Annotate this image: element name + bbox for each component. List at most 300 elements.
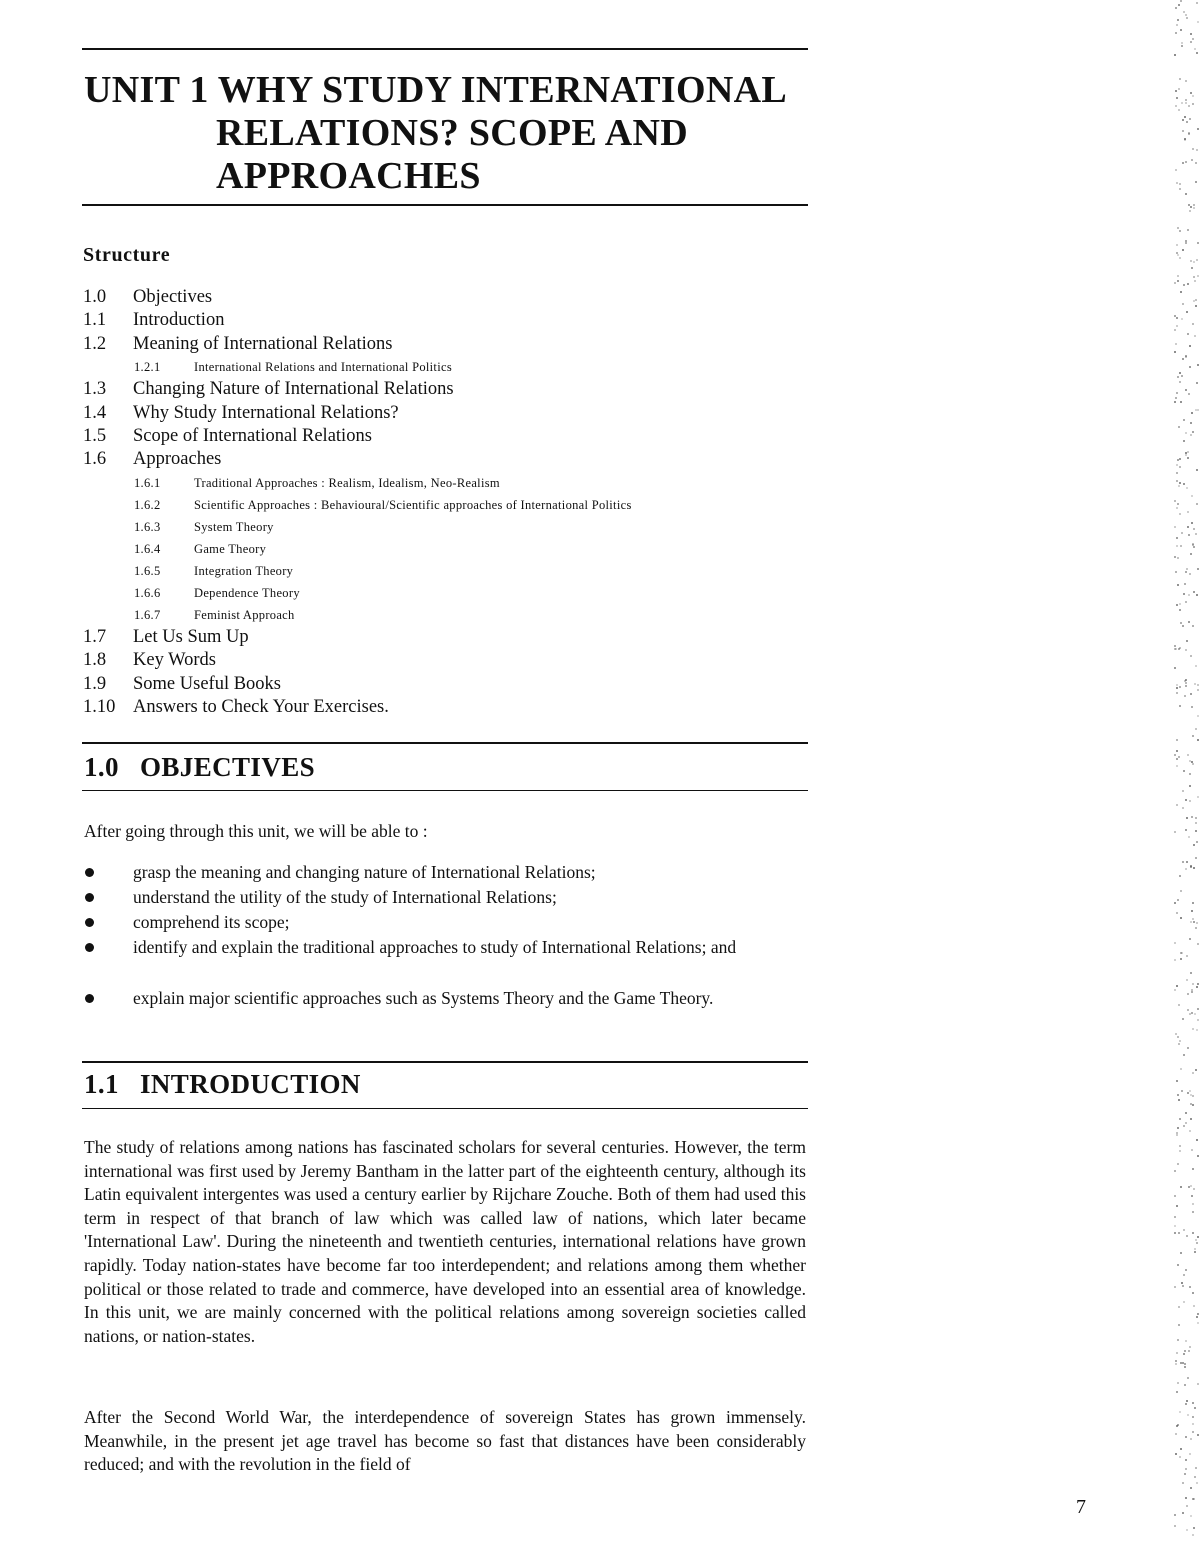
scan-speck xyxy=(1195,728,1197,730)
scan-speck xyxy=(1192,103,1194,105)
bullet-icon xyxy=(85,994,94,1003)
scan-speck xyxy=(1189,1090,1191,1092)
introduction-bottom-rule xyxy=(82,1108,808,1109)
scan-speck xyxy=(1195,927,1197,929)
scan-speck xyxy=(1188,621,1190,623)
toc-item-label: Let Us Sum Up xyxy=(133,626,249,647)
scan-speck xyxy=(1174,1514,1176,1516)
scan-speck xyxy=(1175,90,1177,92)
scan-speck xyxy=(1184,583,1186,585)
scan-speck xyxy=(1175,1363,1177,1365)
title-bottom-rule xyxy=(82,204,808,206)
scan-speck xyxy=(1181,45,1183,47)
scan-speck xyxy=(1183,770,1185,772)
scan-speck xyxy=(1196,149,1198,151)
scan-speck xyxy=(1197,1019,1199,1021)
scan-speck xyxy=(1183,1229,1185,1231)
scan-speck xyxy=(1180,622,1182,624)
scan-speck xyxy=(1190,553,1192,555)
scan-speck xyxy=(1175,1033,1177,1035)
scan-speck xyxy=(1196,1482,1198,1484)
scan-speck xyxy=(1185,571,1187,573)
scan-speck xyxy=(1180,890,1182,892)
toc-item-label: Why Study International Relations? xyxy=(133,402,399,423)
scan-speck xyxy=(1192,918,1194,920)
scan-speck xyxy=(1174,648,1176,650)
scan-speck xyxy=(1197,1155,1199,1157)
scan-speck xyxy=(1185,389,1187,391)
scan-speck xyxy=(1178,4,1180,6)
scan-speck xyxy=(1175,169,1177,171)
scan-speck xyxy=(1182,358,1184,360)
scan-speck xyxy=(1179,609,1181,611)
scan-speck xyxy=(1183,593,1185,595)
scan-speck xyxy=(1197,1383,1199,1385)
scan-speck xyxy=(1190,866,1192,868)
scan-speck xyxy=(1179,1145,1181,1147)
scan-speck xyxy=(1176,1352,1178,1354)
toc-item-label: Key Words xyxy=(133,650,216,671)
scan-speck xyxy=(1174,1195,1176,1197)
scan-speck xyxy=(1192,735,1194,737)
toc-item xyxy=(83,650,216,671)
scan-speck xyxy=(1197,796,1199,798)
objectives-intro: After going through this unit, we will be able to : xyxy=(84,821,428,841)
scan-speck xyxy=(1185,1340,1187,1342)
objectives-heading xyxy=(84,752,315,783)
scan-speck xyxy=(1196,1242,1198,1244)
scan-speck xyxy=(1176,1205,1178,1207)
scan-speck xyxy=(1181,42,1183,44)
scan-speck xyxy=(1185,454,1187,456)
scan-speck xyxy=(1190,693,1192,695)
introduction-number: 1.1 xyxy=(84,1069,119,1099)
toc-item-number: 1.10 xyxy=(83,697,116,717)
scan-speck xyxy=(1184,1363,1186,1365)
scan-speck xyxy=(1197,983,1199,985)
scan-speck xyxy=(1189,800,1191,802)
scan-speck xyxy=(1180,0,1182,2)
scan-edge-noise xyxy=(1174,0,1200,1552)
objective-text: grasp the meaning and changing nature of International Relations; xyxy=(133,862,596,882)
scan-speck xyxy=(1192,1292,1194,1294)
scan-speck xyxy=(1182,1512,1184,1514)
scan-speck xyxy=(1195,533,1197,535)
objective-text: explain major scientific approaches such as Systems Theory and the Game Theory. xyxy=(133,988,714,1008)
scan-speck xyxy=(1177,503,1179,505)
scan-speck xyxy=(1182,119,1184,121)
unit-title-line-2: RELATIONS? SCOPE AND xyxy=(216,112,688,154)
scan-speck xyxy=(1177,459,1179,461)
toc-item-number: 1.7 xyxy=(83,626,107,647)
scan-speck xyxy=(1193,546,1195,548)
scan-speck xyxy=(1178,1306,1180,1308)
scan-speck xyxy=(1177,1036,1179,1038)
scan-speck xyxy=(1197,242,1199,244)
scan-speck xyxy=(1177,280,1179,282)
scan-speck xyxy=(1185,1403,1187,1405)
scan-speck xyxy=(1178,88,1180,90)
introduction-paragraph-2: After the Second World War, the interdependence of sovereign States has grown immensely. Meanwhile, in the present jet age travel has become so fast that distances have been considerably reduced; and with the revolution in the field of xyxy=(84,1407,806,1475)
scan-speck xyxy=(1181,102,1183,104)
scan-speck xyxy=(1176,687,1178,689)
scan-speck xyxy=(1183,440,1185,442)
toc-item-label: Meaning of International Relations xyxy=(133,333,393,354)
scan-speck xyxy=(1189,938,1191,940)
scan-speck xyxy=(1177,584,1179,586)
scan-speck xyxy=(1174,401,1176,403)
scan-speck xyxy=(1187,1047,1189,1049)
toc-item-label: Introduction xyxy=(133,310,225,331)
scan-speck xyxy=(1193,1527,1195,1529)
toc-item xyxy=(83,627,249,648)
toc-item-number: 1.6.5 xyxy=(134,563,161,578)
scan-speck xyxy=(1189,118,1191,120)
scan-speck xyxy=(1192,1498,1194,1500)
toc-item-number: 1.6 xyxy=(83,449,107,470)
scan-speck xyxy=(1176,912,1178,914)
list-item xyxy=(84,885,764,910)
toc-item-number: 1.6.4 xyxy=(134,541,161,556)
scan-speck xyxy=(1177,557,1179,559)
scan-speck xyxy=(1192,543,1194,545)
scan-speck xyxy=(1174,989,1176,991)
scan-speck xyxy=(1178,485,1180,487)
scan-speck xyxy=(1185,1269,1187,1271)
scan-speck xyxy=(1185,1459,1187,1461)
scan-speck xyxy=(1176,480,1178,482)
scan-speck xyxy=(1192,1104,1194,1106)
scan-speck xyxy=(1188,1350,1190,1352)
scan-speck xyxy=(1193,528,1195,530)
scan-speck xyxy=(1191,991,1193,993)
scan-speck xyxy=(1185,193,1187,195)
scan-speck xyxy=(1179,458,1181,460)
scan-speck xyxy=(1185,102,1187,104)
scan-speck xyxy=(1197,128,1199,130)
scan-speck xyxy=(1185,161,1187,163)
scan-speck xyxy=(1186,817,1188,819)
scan-speck xyxy=(1190,1103,1192,1105)
scan-speck xyxy=(1193,591,1195,593)
scan-speck xyxy=(1186,121,1188,123)
scan-speck xyxy=(1182,790,1184,792)
scan-speck xyxy=(1179,188,1181,190)
scan-speck xyxy=(1187,457,1189,459)
scan-speck xyxy=(1191,1012,1193,1014)
scan-speck xyxy=(1192,763,1194,765)
unit-title-line-3: APPROACHES xyxy=(216,155,481,197)
scan-speck xyxy=(1197,275,1199,277)
scan-speck xyxy=(1190,434,1192,436)
toc-item-label: Dependence Theory xyxy=(194,585,300,600)
scan-speck xyxy=(1182,861,1184,863)
scan-speck xyxy=(1196,2,1198,4)
toc-item xyxy=(134,586,300,601)
introduction-heading xyxy=(84,1069,361,1100)
scan-speck xyxy=(1187,993,1189,995)
scan-speck xyxy=(1183,1353,1185,1355)
page-number: 7 xyxy=(1076,1496,1086,1518)
scan-speck xyxy=(1187,526,1189,528)
scan-speck xyxy=(1191,989,1193,991)
scan-speck xyxy=(1192,148,1194,150)
scan-speck xyxy=(1192,1423,1194,1425)
scan-speck xyxy=(1174,1525,1176,1527)
scan-speck xyxy=(1184,695,1186,697)
scan-speck xyxy=(1181,532,1183,534)
scan-speck xyxy=(1183,1301,1185,1303)
scan-speck xyxy=(1181,318,1183,320)
scan-speck xyxy=(1190,1118,1192,1120)
toc-item-label: Traditional Approaches : Realism, Idealism, Neo-Realism xyxy=(194,475,500,490)
scan-speck xyxy=(1190,972,1192,974)
scan-speck xyxy=(1176,244,1178,246)
scan-speck xyxy=(1178,1099,1180,1101)
scan-speck xyxy=(1194,48,1196,50)
scan-speck xyxy=(1188,1186,1190,1188)
scan-speck xyxy=(1195,857,1197,859)
objectives-title: OBJECTIVES xyxy=(140,752,316,782)
scan-speck xyxy=(1176,392,1178,394)
objectives-bottom-rule xyxy=(82,790,808,791)
scan-speck xyxy=(1192,983,1194,985)
toc-item-number: 1.6.7 xyxy=(134,607,161,622)
scan-speck xyxy=(1197,1322,1199,1324)
scan-speck xyxy=(1178,756,1180,758)
scan-speck xyxy=(1177,1382,1179,1384)
scan-speck xyxy=(1179,381,1181,383)
scan-speck xyxy=(1174,351,1176,353)
list-item xyxy=(84,910,764,935)
scan-speck xyxy=(1176,472,1178,474)
scan-speck xyxy=(1190,921,1192,923)
toc-item-label: Game Theory xyxy=(194,541,267,556)
scan-speck xyxy=(1183,1274,1185,1276)
toc-item-number: 1.6.2 xyxy=(134,497,161,512)
scan-speck xyxy=(1185,799,1187,801)
scan-speck xyxy=(1187,283,1189,285)
scan-speck xyxy=(1190,1438,1192,1440)
scan-speck xyxy=(1184,1473,1186,1475)
scan-speck xyxy=(1193,1188,1195,1190)
scan-speck xyxy=(1185,99,1187,101)
scan-speck xyxy=(1186,1505,1188,1507)
scan-speck xyxy=(1179,1411,1181,1413)
scan-speck xyxy=(1174,667,1176,669)
scan-speck xyxy=(1190,41,1192,43)
scan-speck xyxy=(1174,942,1176,944)
scan-speck xyxy=(1177,1127,1179,1129)
scan-speck xyxy=(1187,451,1189,453)
scan-speck xyxy=(1193,261,1195,263)
scan-speck xyxy=(1197,409,1199,411)
scan-speck xyxy=(1190,1487,1192,1489)
scan-speck xyxy=(1195,305,1197,307)
toc-item-number: 1.4 xyxy=(83,402,107,423)
toc-item-label: Changing Nature of International Relations xyxy=(133,379,454,400)
scan-speck xyxy=(1177,254,1179,256)
scan-speck xyxy=(1177,1264,1179,1266)
scan-speck xyxy=(1176,182,1178,184)
scan-speck xyxy=(1192,323,1194,325)
scan-speck xyxy=(1179,466,1181,468)
structure-heading: Structure xyxy=(83,244,171,266)
toc-item-label: International Relations and International Politics xyxy=(194,360,452,375)
scan-speck xyxy=(1187,511,1189,513)
bullet-icon xyxy=(85,918,94,927)
scan-speck xyxy=(1186,568,1188,570)
scan-speck xyxy=(1197,1434,1199,1436)
toc-item-label: Some Useful Books xyxy=(133,673,281,694)
scan-speck xyxy=(1178,1004,1180,1006)
scan-speck xyxy=(1182,249,1184,251)
scan-speck xyxy=(1191,816,1193,818)
toc-item-number: 1.2.1 xyxy=(134,360,161,375)
scan-speck xyxy=(1196,259,1198,261)
scan-speck xyxy=(1180,1068,1182,1070)
scan-speck xyxy=(1174,54,1176,56)
scan-speck xyxy=(1175,7,1177,9)
scan-speck xyxy=(1191,522,1193,524)
toc-item xyxy=(83,334,392,355)
scan-speck xyxy=(1191,910,1193,912)
scan-speck xyxy=(1189,573,1191,575)
scan-speck xyxy=(1196,1316,1198,1318)
scan-speck xyxy=(1179,1150,1181,1152)
scan-speck xyxy=(1187,1009,1189,1011)
objectives-number: 1.0 xyxy=(84,752,119,782)
toc-item xyxy=(83,287,212,308)
scan-speck xyxy=(1194,683,1196,685)
bullet-icon xyxy=(85,868,94,877)
scan-speck xyxy=(1196,382,1198,384)
scan-speck xyxy=(1182,130,1184,132)
scan-speck xyxy=(1189,345,1191,347)
scan-speck xyxy=(1192,1431,1194,1433)
scan-speck xyxy=(1195,817,1197,819)
scan-speck xyxy=(1193,921,1195,923)
scan-speck xyxy=(1177,1163,1179,1165)
scan-speck xyxy=(1177,275,1179,277)
toc-item xyxy=(83,403,399,424)
scan-speck xyxy=(1176,464,1178,466)
scan-speck xyxy=(1180,29,1182,31)
scan-speck xyxy=(1185,649,1187,651)
scan-speck xyxy=(1181,375,1183,377)
scan-speck xyxy=(1184,116,1186,118)
scan-speck xyxy=(1176,604,1178,606)
scan-speck xyxy=(1174,1286,1176,1288)
scan-speck xyxy=(1193,867,1195,869)
scan-speck xyxy=(1194,1248,1196,1250)
scan-speck xyxy=(1184,1366,1186,1368)
scan-speck xyxy=(1182,1018,1184,1020)
scan-speck xyxy=(1191,761,1193,763)
scan-speck xyxy=(1192,1168,1194,1170)
scan-speck xyxy=(1179,1118,1181,1120)
toc-item-label: Scope of International Relations xyxy=(133,426,372,446)
scan-speck xyxy=(1186,17,1188,19)
scan-speck xyxy=(1175,1360,1177,1362)
scan-speck xyxy=(1191,1149,1193,1151)
scan-speck xyxy=(1179,647,1181,649)
scan-speck xyxy=(1191,495,1193,497)
scan-speck xyxy=(1194,1013,1196,1015)
scan-speck xyxy=(1174,902,1176,904)
scan-speck xyxy=(1187,333,1189,335)
toc-item-label: Scientific Approaches : Behavioural/Scientific approaches of International Politics xyxy=(194,497,632,512)
scan-speck xyxy=(1187,229,1189,231)
scan-speck xyxy=(1174,282,1176,284)
scan-speck xyxy=(1185,356,1187,358)
scan-speck xyxy=(1177,376,1179,378)
scan-speck xyxy=(1190,1094,1192,1096)
scan-speck xyxy=(1175,397,1177,399)
scan-speck xyxy=(1179,372,1181,374)
scan-speck xyxy=(1195,181,1197,183)
scan-speck xyxy=(1189,773,1191,775)
scan-speck xyxy=(1186,861,1188,863)
scan-speck xyxy=(1182,807,1184,809)
scan-speck xyxy=(1175,32,1177,34)
scan-speck xyxy=(1180,952,1182,954)
toc-item-number: 1.0 xyxy=(83,287,107,307)
scan-speck xyxy=(1186,487,1188,489)
scan-speck xyxy=(1180,291,1182,293)
scan-speck xyxy=(1182,303,1184,305)
scan-speck xyxy=(1179,482,1181,484)
scan-speck xyxy=(1179,603,1181,605)
toc-item xyxy=(134,520,274,535)
scan-speck xyxy=(1192,1232,1194,1234)
scan-speck xyxy=(1174,526,1176,528)
scan-speck xyxy=(1174,500,1176,502)
scan-speck xyxy=(1192,1211,1194,1213)
toc-item xyxy=(134,360,452,375)
scan-speck xyxy=(1182,1285,1184,1287)
scan-speck xyxy=(1194,280,1196,282)
scan-speck xyxy=(1191,1195,1193,1197)
scan-speck xyxy=(1190,1185,1192,1187)
scan-speck xyxy=(1190,1515,1192,1517)
scan-speck xyxy=(1175,105,1177,107)
objective-text: understand the utility of the study of International Relations; xyxy=(133,887,557,907)
scan-speck xyxy=(1176,684,1178,686)
toc-item xyxy=(134,564,293,579)
toc-item-label: Objectives xyxy=(133,287,213,307)
bullet-icon xyxy=(85,893,94,902)
scan-speck xyxy=(1192,1072,1194,1074)
scan-speck xyxy=(1185,432,1187,434)
scan-speck xyxy=(1179,78,1181,80)
scan-speck xyxy=(1190,655,1192,657)
bullet-icon xyxy=(85,943,94,952)
scan-speck xyxy=(1192,1203,1194,1205)
scan-speck xyxy=(1189,1286,1191,1288)
scan-speck xyxy=(1197,568,1199,570)
scan-speck xyxy=(1195,1239,1197,1241)
scan-speck xyxy=(1176,537,1178,539)
scan-speck xyxy=(1179,257,1181,259)
scan-speck xyxy=(1190,206,1192,208)
scan-speck xyxy=(1184,1350,1186,1352)
scan-speck xyxy=(1175,571,1177,573)
toc-item-label: System Theory xyxy=(194,519,274,534)
scan-speck xyxy=(1190,422,1192,424)
scan-speck xyxy=(1192,625,1194,627)
scan-speck xyxy=(1188,105,1190,107)
